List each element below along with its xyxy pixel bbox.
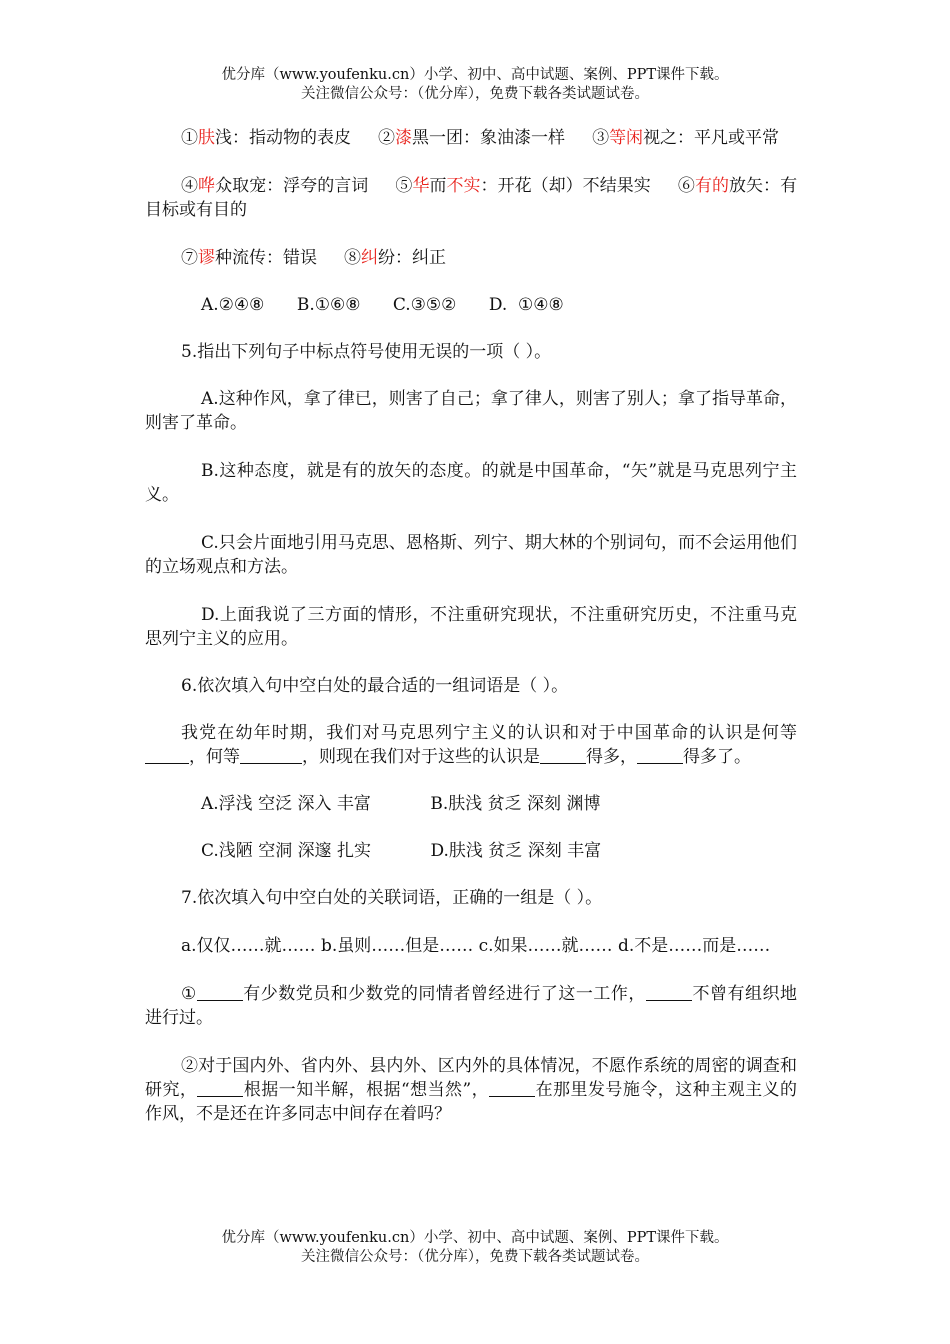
- q4-row-3: ⑦谬种流传：错误 ⑧纠纷：纠正: [181, 248, 447, 268]
- highlight-word: 哗: [198, 176, 216, 196]
- highlight-word: 华: [412, 176, 430, 196]
- q6-stem: 6.依次填入句中空白处的最合适的一组词语是（ ）。: [181, 676, 569, 696]
- q7-sentence-2: ②对于国内外、省内外、县内外、区内外的具体情况，不愿作系统的周密的调查和研究， 根据一知半解，根据“想当然”， 在那里发号施令，这种主观主义的作风，不是还在许多同志中间存在着吗？: [145, 1056, 798, 1124]
- q4-row-1: ①肤浅：指动物的表皮 ②漆黑一团：象油漆一样 ③等闲视之：平凡或平常: [181, 128, 780, 148]
- q6-options-row-1: A.浮浅 空泛 深入 丰富 B.肤浅 贫乏 深刻 渊博: [201, 794, 601, 814]
- q5-option-c: C.只会片面地引用马克思、恩格斯、列宁、期大林的个别词句，而不会运用他们的立场观点和方法。: [145, 533, 797, 577]
- header-line-1: 优分库（www.youfenku.cn）小学、初中、高中试题、案例、PPT课件下载。: [221, 67, 729, 83]
- highlight-word: 不实: [446, 176, 481, 196]
- fill-blank: [145, 747, 189, 764]
- q5-option-d: D.上面我说了三方面的情形，不注重研究现状，不注重研究历史，不注重马克思列宁主义的应用。: [145, 605, 797, 649]
- footer-line-1: 优分库（www.youfenku.cn）小学、初中、高中试题、案例、PPT课件下载。: [221, 1230, 729, 1246]
- fill-blank: [240, 747, 302, 764]
- q4-options: A.②④⑧ B.①⑥⑧ C.③⑤② D. ①④⑧: [201, 295, 564, 315]
- q6-options-row-2: C.浅陋 空洞 深邃 扎实 D.肤浅 贫乏 深刻 丰富: [201, 841, 602, 861]
- fill-blank: [197, 984, 243, 1001]
- q6-sentence: 我党在幼年时期，我们对马克思列宁主义的认识和对于中国革命的认识是何等，何等 ，则现在我们对于这些的认识是 得多， 得多了。: [145, 721, 797, 769]
- document-body: [145, 126, 797, 1126]
- fill-blank: [197, 1080, 243, 1097]
- q7-sentence-1: ① 有少数党员和少数党的同情者曾经进行了这一工作， 不曾有组织地进行过。: [145, 984, 798, 1028]
- highlight-word: 纠: [361, 248, 379, 268]
- fill-blank: [646, 984, 692, 1001]
- header-line-2: 关注微信公众号：（优分库），免费下载各类试题试卷。: [301, 86, 649, 102]
- footer-line-2: 关注微信公众号：（优分库），免费下载各类试题试卷。: [301, 1249, 649, 1265]
- q7-connective-options: a.仅仅……就…… b.虽则……但是…… c.如果……就…… d.不是……而是……: [181, 936, 771, 956]
- q7-stem: 7.依次填入句中空白处的关联词语，正确的一组是（ ）。: [181, 888, 603, 908]
- q5-stem: 5.指出下列句子中标点符号使用无误的一项（ ）。: [181, 342, 552, 362]
- highlight-word: 有的: [694, 176, 729, 196]
- fill-blank: [637, 747, 683, 764]
- highlight-word: 谬: [198, 248, 215, 268]
- highlight-word: 漆: [395, 128, 413, 148]
- q5-option-b: B.这种态度，就是有的放矢的态度。的就是中国革命，“矢”就是马克思列宁主义。: [145, 461, 797, 505]
- q5-option-a: A.这种作风，拿了律已，则害了自己；拿了律人，则害了别人；拿了指导革命，则害了革命。: [145, 389, 797, 433]
- fill-blank: [489, 1080, 535, 1097]
- fill-blank: [540, 747, 586, 764]
- highlight-word: 肤: [198, 128, 215, 148]
- page-footer: [0, 1229, 950, 1267]
- highlight-word: 等闲: [609, 128, 644, 148]
- q4-row-2: ④哗众取宠：浮夸的言词 ⑤华而不实：开花（却）不结果实 ⑥有的放矢：有目标或有目的: [145, 176, 798, 220]
- page-header: [0, 66, 950, 104]
